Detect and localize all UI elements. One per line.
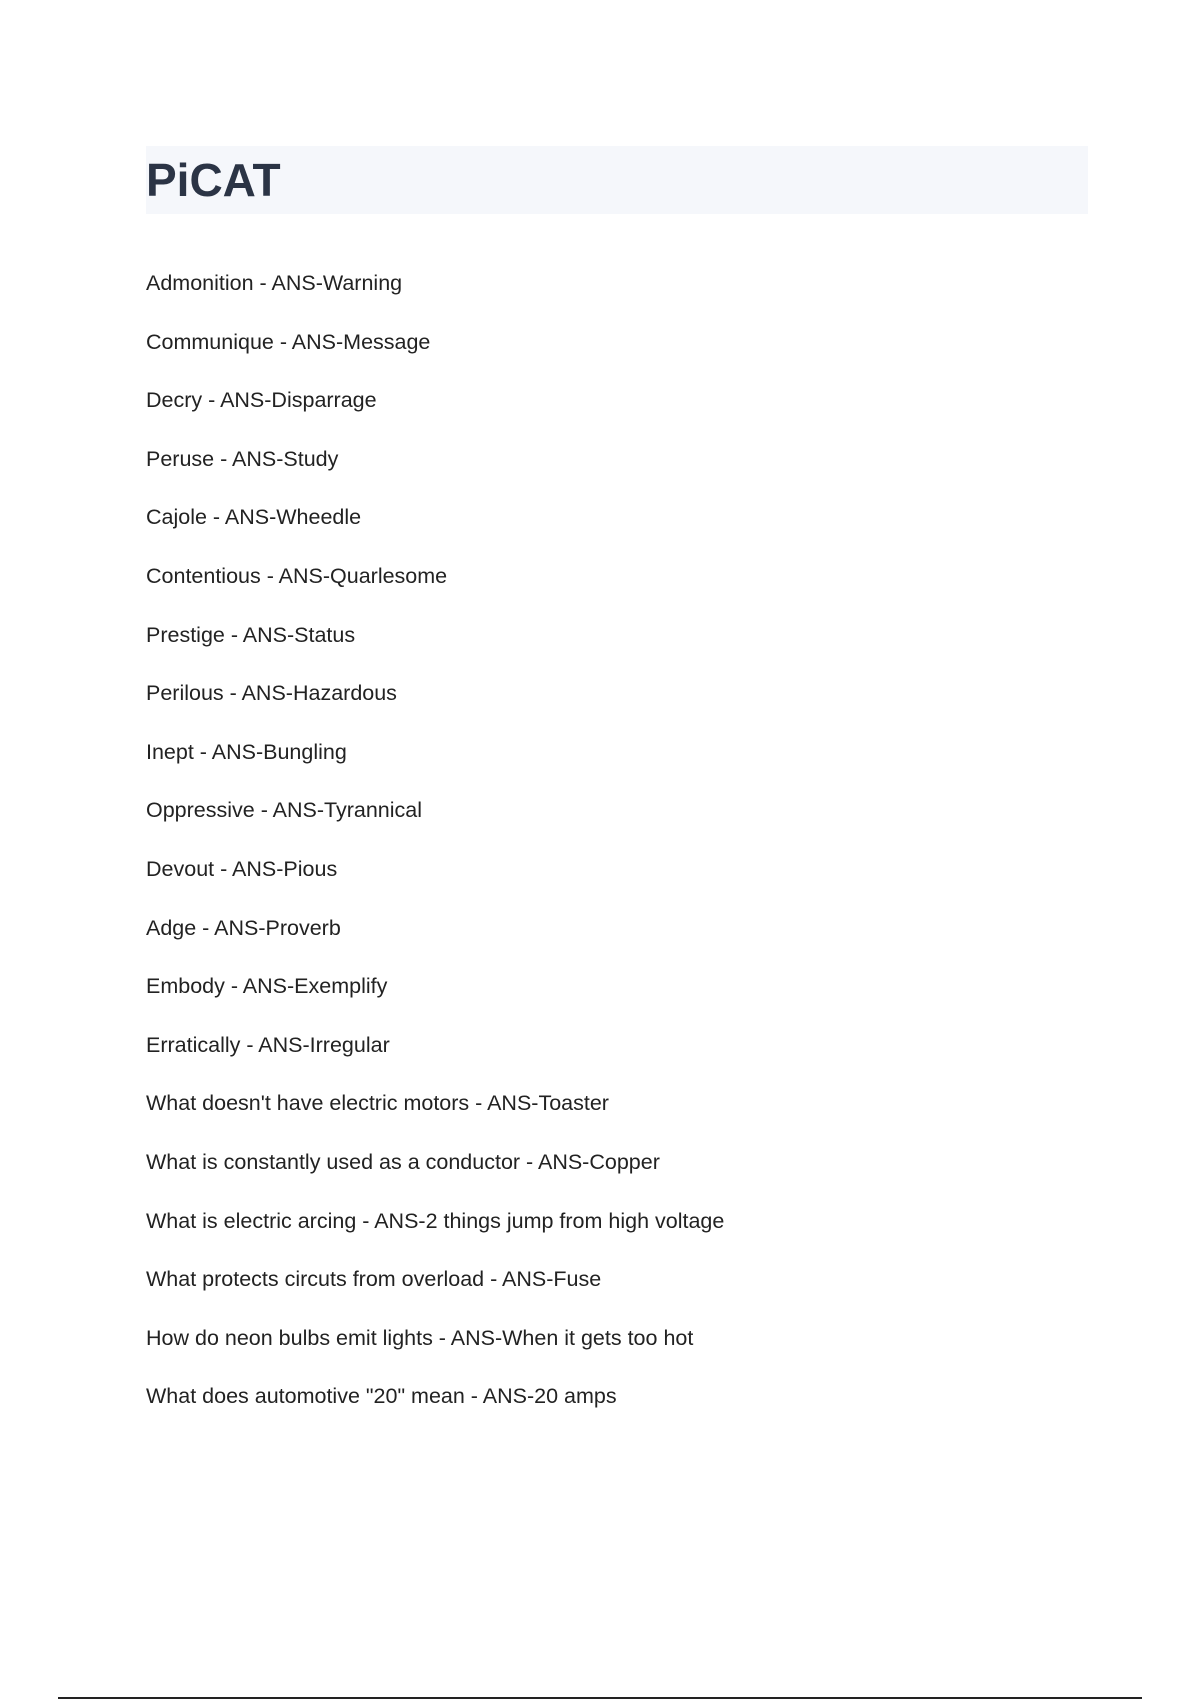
qa-item: Communique - ANS-Message <box>146 329 431 354</box>
qa-item: Peruse - ANS-Study <box>146 446 339 471</box>
qa-item: Embody - ANS-Exemplify <box>146 974 388 999</box>
qa-item: Devout - ANS-Pious <box>146 856 338 881</box>
qa-list <box>146 263 1088 1435</box>
qa-item: Adge - ANS-Proverb <box>146 915 341 940</box>
qa-item: Admonition - ANS-Warning <box>146 271 403 295</box>
qa-item: Decry - ANS-Disparrage <box>146 388 377 413</box>
qa-item: How do neon bulbs emit lights - ANS-When it gets too hot <box>146 1325 694 1350</box>
qa-item: What is electric arcing - ANS-2 things jump from high voltage <box>146 1208 725 1233</box>
qa-item: Oppressive - ANS-Tyrannical <box>146 798 423 823</box>
page-title: PiCAT <box>146 154 281 206</box>
title-band <box>146 146 1088 214</box>
qa-item: What doesn't have electric motors - ANS-Toaster <box>146 1091 609 1116</box>
qa-item: What does automotive "20" mean - ANS-20 amps <box>146 1384 617 1409</box>
qa-item: Perilous - ANS-Hazardous <box>146 681 397 706</box>
footer-rule <box>58 1697 1142 1699</box>
qa-item: Erratically - ANS-Irregular <box>146 1032 390 1057</box>
qa-item: Contentious - ANS-Quarlesome <box>146 563 448 588</box>
qa-item: What protects circuts from overload - ANS-Fuse <box>146 1267 602 1292</box>
qa-item: Inept - ANS-Bungling <box>146 739 347 764</box>
qa-item: What is constantly used as a conductor - ANS-Copper <box>146 1149 660 1174</box>
qa-item: Cajole - ANS-Wheedle <box>146 505 362 530</box>
qa-item: Prestige - ANS-Status <box>146 622 356 647</box>
